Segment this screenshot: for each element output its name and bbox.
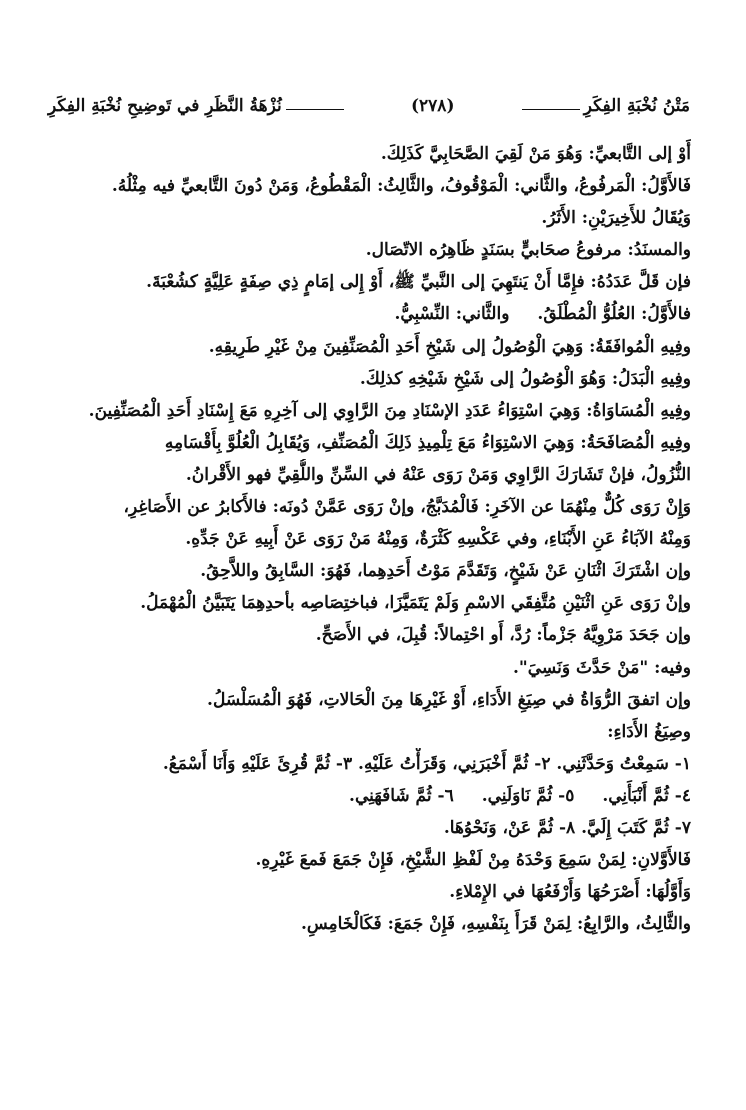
text-line: وفيه: "مَنْ حَدَّثَ وَنَسِيَ". <box>512 657 691 678</box>
list-line: ١- سَمِعْتُ وَحَدَّثَنِي. ٢- ثُمَّ أَخْبَرَنِي، وَقَرَأْتُ عَلَيْهِ. ٣- ثُمَّ قُرِئَ عَلَيْهِ وَأَنَا أَسْمَعُ. <box>162 753 691 774</box>
text-line: والمسنَدُ: مرفوعُ صحَابيٍّ بسَنَدٍ ظَاهِرُه الاتّصَال. <box>365 240 691 261</box>
text-line: وفِيهِ الْبَدَلُ: وَهُوَ الْوُصُولُ إلى شَيْخِ شَيْخِهِ كذلِكَ. <box>359 368 691 389</box>
list-item: ٥- ثُمَّ نَاوَلَنِي. <box>481 785 575 806</box>
line-part: فالأَوَّلُ: العُلُوُّ الْمُطْلَقُ. <box>537 304 691 325</box>
text-line: وفِيهِ الْمُصَافَحَةُ: وَهِيَ الاسْتِوَاءُ مَعَ تِلْمِيذِ ذَلِكَ الْمُصَنِّفِ، وَيُقَابِلُ الْعُلُوَّ بِأَقْسَامِهِ <box>164 432 691 453</box>
text-line: وإن جَحَدَ مَرْوِيَّهُ جَزْماً: رُدَّ، أَو احْتِمالاً: قُبِلَ، في الأَصَحِّ. <box>315 625 691 646</box>
page-number: (٢٧٨) <box>411 96 455 116</box>
list-item: ٤- ثُمَّ أَنْبَأَنِي. <box>602 785 691 806</box>
line-part: والثَّاني: النِّسْبِيُّ. <box>394 304 510 325</box>
book-title-right: مَتْنُ نُخْبَةِ الفِكَرِ <box>583 96 690 116</box>
text-line: وإن اتفقَ الرُّوَاةُ في صِيَغِ الأَدَاءِ، أَوْ غَيْرِهَا مِنَ الْحَالاتِ، فَهُوَ الْمُسَلْسَلُ. <box>207 689 691 710</box>
list-line: ٧- ثُمَّ كَتَبَ إِلَيَّ. ٨- ثُمَّ عَنْ، وَنَحْوُهَا. <box>443 817 691 838</box>
book-title-left: نُزْهَةُ النَّظَرِ في تَوضِيحِ نُخْبَةِ الفِكَرِ <box>48 96 282 116</box>
text-line: وَمِنْهُ الآبَاءُ عَنِ الأَبْنَاءِ، وفي عَكْسِهِ كَثْرَةٌ، وَمِنْهُ مَنْ رَوَى عَنْ أَبِيهِ عَنْ جَدِّهِ. <box>185 529 691 550</box>
body-text <box>50 138 691 940</box>
header-rule-left <box>286 108 344 110</box>
header-right-segment <box>518 96 690 116</box>
text-line: النُّزُولُ، فإنْ تَشَارَكَ الرَّاوِي وَمَنْ رَوَى عَنْهُ في السِّنِّ واللُّقِيِّ فهو الأَقْرانُ. <box>185 464 691 485</box>
text-line: وَإِنْ رَوَى كُلٌّ مِنْهُمَا عن الآخَرِ: فَالْمُدَبَّجُ، وإنْ رَوَى عَمَّنْ دُونَه: فالأَكابرُ عن الأَصَاغِرِ، <box>123 497 691 518</box>
text-line: فإن قَلَّ عَدَدُهُ: فإِمَّا أَنْ يَنتَهِيَ إلى النَّبيِّ ﷺ، أَوْ إِلى إمَامٍ ذِي صِفَةٍ عَلِيَّةٍ كشُعْبَةَ. <box>146 272 691 293</box>
list-item: ٦- ثُمَّ شَافَهَنِي. <box>349 785 454 806</box>
text-line: فَالأَوَّلُ: الْمَرفُوعُ، والثَّاني: الْمَوْقُوفُ، والثَّالِثُ: الْمَقْطُوعُ، وَمَنْ دُونَ التَّابعيِّ فيه مِثْلُهُ. <box>111 176 691 197</box>
text-line: أَوْ إلى التَّابعيِّ: وَهُوَ مَنْ لَقِيَ الصَّحَابِيَّ كَذَلِكَ. <box>380 144 691 164</box>
text-line: وَيُقَالُ للأَخِيرَيْنِ: الأَثَرُ. <box>541 208 691 229</box>
header-left-segment <box>48 96 348 116</box>
text-line: وفِيهِ الْمُوافَقَةُ: وَهِيَ الْوُصُولُ إلى شَيْخِ أَحَدِ الْمُصَنِّفِينَ مِنْ غَيْرِ طَرِيقِهِ. <box>208 336 691 357</box>
running-header <box>48 86 690 116</box>
text-line: وإنْ رَوَى عَنِ اثْنَيْنِ مُتَّفِقَي الاسْمِ وَلَمْ يَتَمَيَّزَا، فباختِصَاصِه بأحدِهِمَا يَتَبَيَّنُ الْمُهْمَلُ. <box>140 593 691 614</box>
text-line: وصِيَغُ الأَدَاءِ: <box>607 721 691 742</box>
text-line: والثَّالِثُ، والرَّابِعُ: لِمَنْ قَرَأَ بِنَفْسِهِ، فَإِنْ جَمَعَ: فَكَالْخَامِسِ. <box>300 914 691 935</box>
list-line-columns <box>50 780 691 812</box>
text-line-two-part <box>50 298 691 330</box>
text-line: وفِيهِ الْمُسَاوَاةُ: وَهِيَ اسْتِوَاءُ عَدَدِ الإسْنَادِ مِنَ الرَّاوِي إلى آخِرِهِ مَعَ إِسْنَادِ أَحَدِ الْمُصَنِّفِينَ. <box>88 400 691 421</box>
text-line: وإن اشْتَرَكَ اثْنَانِ عَنْ شَيْخٍ، وَتَقَدَّمَ مَوْتُ أَحَدِهِما، فَهُوَ: السَّابِقُ واللاَّحِقُ. <box>200 561 691 582</box>
text-line: وَأَوَّلُهَا: أَصْرَحُهَا وَأَرْفَعُهَا في الإِمْلاءِ. <box>449 882 691 903</box>
header-rule-right <box>522 108 580 110</box>
text-line: فَالأَوَّلانِ: لِمَنْ سَمِعَ وَحْدَهُ مِنْ لَفْظِ الشَّيْخِ، فَإِنْ جَمَعَ فَمعَ غَيْرِهِ. <box>255 850 691 871</box>
